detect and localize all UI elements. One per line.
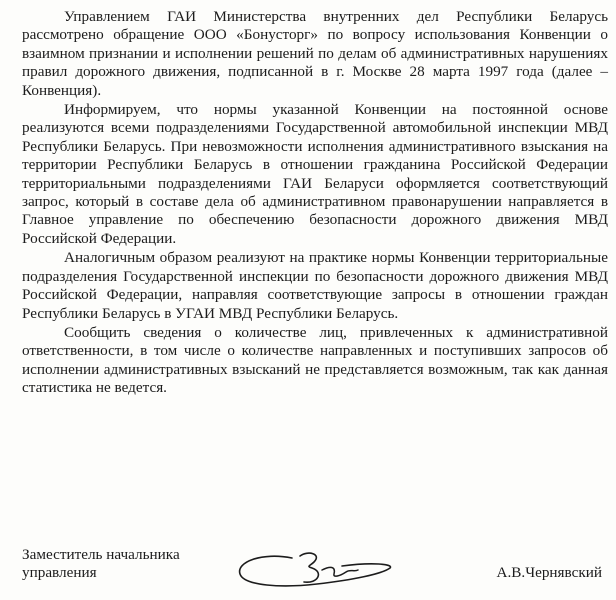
- paragraph-statistics: Сообщить сведения о количестве лиц, привлеченных к административной ответственности, в том числе о количестве направленных и поступивших запросов об исполнении административных взысканий не представляется возможным, так как данная статистика не ведется.: [22, 323, 608, 397]
- paragraph-request: Управлением ГАИ Министерства внутренних дел Республики Беларусь рассмотрено обращение ООО «Бонусторг» по вопросу использования Конвенции о взаимном признании и исполнении решений по делам об административных нарушениях правил дорожного движения, подписанной в г. Москве 28 марта 1997 года (далее – Конвенция).: [22, 8, 608, 99]
- signer-position: [22, 546, 242, 583]
- handwritten-signature: [222, 544, 412, 592]
- signer-position-line2: управления: [22, 564, 97, 582]
- paragraph-reciprocal: Аналогичным образом реализуют на практике нормы Конвенции территориальные подразделения Государственной инспекции по безопасности дорожного движения МВД Российской Федерации, направляя соответствующие запросы в отношении граждан Республики Беларусь в УГАИ МВД Республики Беларусь.: [22, 249, 608, 322]
- paragraph-implementation: Информируем, что нормы указанной Конвенции на постоянной основе реализуются всеми подразделениями Государственной автомобильной инспекции МВД Республики Беларусь. При невозможности исполнения административного взыскания на территории Республики Беларусь в отношении гражданина Российской Федерации территориальными подразделениями ГАИ Беларуси оформляется соответствующий запрос, который в составе дела об административном правонарушении направляется в Главное управление по обеспечению безопасности дорожного движения МВД Российской Федерации.: [22, 101, 608, 247]
- signature-block: [22, 546, 608, 596]
- letter-body: [22, 8, 608, 399]
- signature-digit-stroke: [300, 553, 318, 582]
- signature-tail-stroke: [322, 567, 358, 576]
- signer-position-line1: Заместитель начальника: [22, 546, 180, 563]
- signer-name: А.В.Чернявский: [496, 564, 602, 581]
